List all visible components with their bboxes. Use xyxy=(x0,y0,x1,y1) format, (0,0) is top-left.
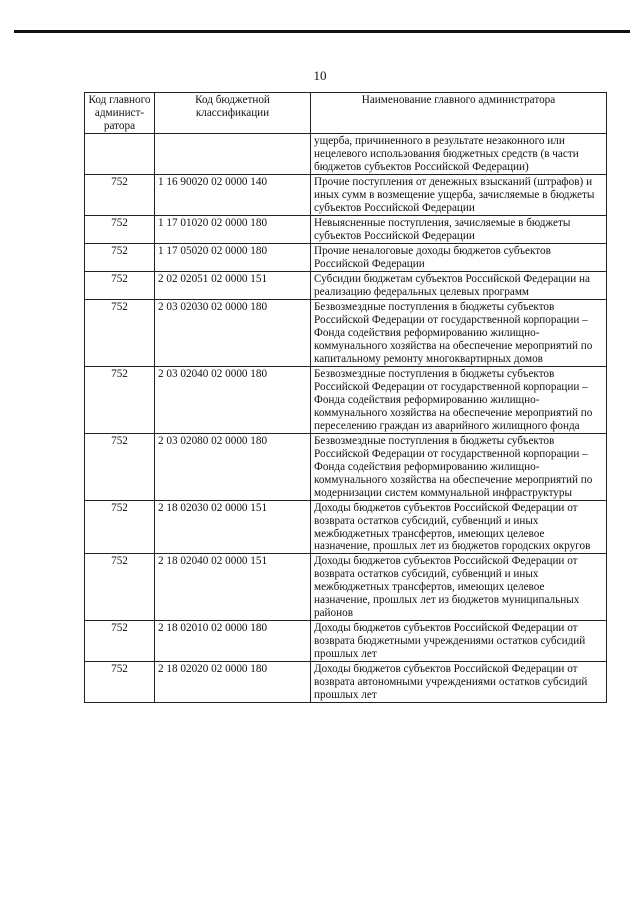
admin-code-cell: 752 xyxy=(85,621,155,662)
budget-code-cell: 2 18 02030 02 0000 151 xyxy=(155,500,311,554)
budget-code-cell: 2 03 02080 02 0000 180 xyxy=(155,433,311,500)
table-header-row xyxy=(85,93,607,134)
admin-name-cell: Прочие неналоговые доходы бюджетов субъектов Российской Федерации xyxy=(311,243,607,271)
table-row xyxy=(85,662,607,703)
administrators-table xyxy=(84,92,607,703)
admin-name-cell: Субсидии бюджетам субъектов Российской Федерации на реализацию федеральных целевых программ xyxy=(311,271,607,299)
admin-name-cell: Безвозмездные поступления в бюджеты субъектов Российской Федерации от государственной корпорации – Фонда содействия реформированию жилищно-коммунального хозяйства на обеспечение мероприятий по капитальному ремонту многоквартирных домов xyxy=(311,299,607,366)
table-row xyxy=(85,133,607,174)
admin-code-cell: 752 xyxy=(85,500,155,554)
admin-name-cell: Доходы бюджетов субъектов Российской Федерации от возврата бюджетными учреждениями остатков субсидий прошлых лет xyxy=(311,621,607,662)
header-budget-code: Код бюджетной классификации xyxy=(155,93,311,134)
page-number: 10 xyxy=(313,68,327,83)
table-row xyxy=(85,299,607,366)
admin-name-cell: Безвозмездные поступления в бюджеты субъектов Российской Федерации от государственной корпорации – Фонда содействия реформированию жилищно-коммунального хозяйства на обеспечение мероприятий по модернизации систем коммунальной инфраструктуры xyxy=(311,433,607,500)
admin-code-cell: 752 xyxy=(85,433,155,500)
admin-code-cell: 752 xyxy=(85,554,155,621)
admin-name-cell: Безвозмездные поступления в бюджеты субъектов Российской Федерации от государственной корпорации – Фонда содействия реформированию жилищно-коммунального хозяйства на обеспечение мероприятий по переселению граждан из аварийного жилищного фонда xyxy=(311,366,607,433)
budget-code-cell: 1 17 01020 02 0000 180 xyxy=(155,215,311,243)
table-row xyxy=(85,271,607,299)
admin-code-cell: 752 xyxy=(85,271,155,299)
table-row xyxy=(85,433,607,500)
budget-code-cell xyxy=(155,133,311,174)
admin-code-cell xyxy=(85,133,155,174)
admin-code-cell: 752 xyxy=(85,662,155,703)
admin-code-cell: 752 xyxy=(85,366,155,433)
table-row xyxy=(85,174,607,215)
table-row xyxy=(85,215,607,243)
budget-code-cell: 2 02 02051 02 0000 151 xyxy=(155,271,311,299)
admin-code-cell: 752 xyxy=(85,174,155,215)
admin-name-cell: Прочие поступления от денежных взысканий (штрафов) и иных сумм в возмещение ущерба, зачисляемые в бюджеты субъектов Российской Федерации xyxy=(311,174,607,215)
admin-name-cell: Доходы бюджетов субъектов Российской Федерации от возврата остатков субсидий, субвенций и иных межбюджетных трансфертов, имеющих целевое назначение, прошлых лет из бюджетов городских округов xyxy=(311,500,607,554)
budget-code-cell: 1 17 05020 02 0000 180 xyxy=(155,243,311,271)
budget-code-cell: 2 18 02040 02 0000 151 xyxy=(155,554,311,621)
admin-name-cell: Доходы бюджетов субъектов Российской Федерации от возврата автономными учреждениями остатков субсидий прошлых лет xyxy=(311,662,607,703)
table-row xyxy=(85,621,607,662)
admin-code-cell: 752 xyxy=(85,299,155,366)
top-rule xyxy=(14,30,630,33)
admin-code-cell: 752 xyxy=(85,215,155,243)
budget-code-cell: 2 18 02020 02 0000 180 xyxy=(155,662,311,703)
header-admin-code: Код главного админист-ратора xyxy=(85,93,155,134)
table-row xyxy=(85,243,607,271)
table-row xyxy=(85,500,607,554)
table-row xyxy=(85,366,607,433)
admin-name-cell: Невыясненные поступления, зачисляемые в бюджеты субъектов Российской Федерации xyxy=(311,215,607,243)
admin-name-cell: ущерба, причиненного в результате незаконного или нецелевого использования бюджетных средств (в части бюджетов субъектов Российской Федерации) xyxy=(311,133,607,174)
header-admin-name: Наименование главного администратора xyxy=(311,93,607,134)
admin-code-cell: 752 xyxy=(85,243,155,271)
budget-code-cell: 1 16 90020 02 0000 140 xyxy=(155,174,311,215)
budget-code-cell: 2 03 02040 02 0000 180 xyxy=(155,366,311,433)
budget-code-cell: 2 03 02030 02 0000 180 xyxy=(155,299,311,366)
table-row xyxy=(85,554,607,621)
budget-code-cell: 2 18 02010 02 0000 180 xyxy=(155,621,311,662)
admin-name-cell: Доходы бюджетов субъектов Российской Федерации от возврата остатков субсидий, субвенций и иных межбюджетных трансфертов, имеющих целевое назначение, прошлых лет из бюджетов муниципальных районов xyxy=(311,554,607,621)
